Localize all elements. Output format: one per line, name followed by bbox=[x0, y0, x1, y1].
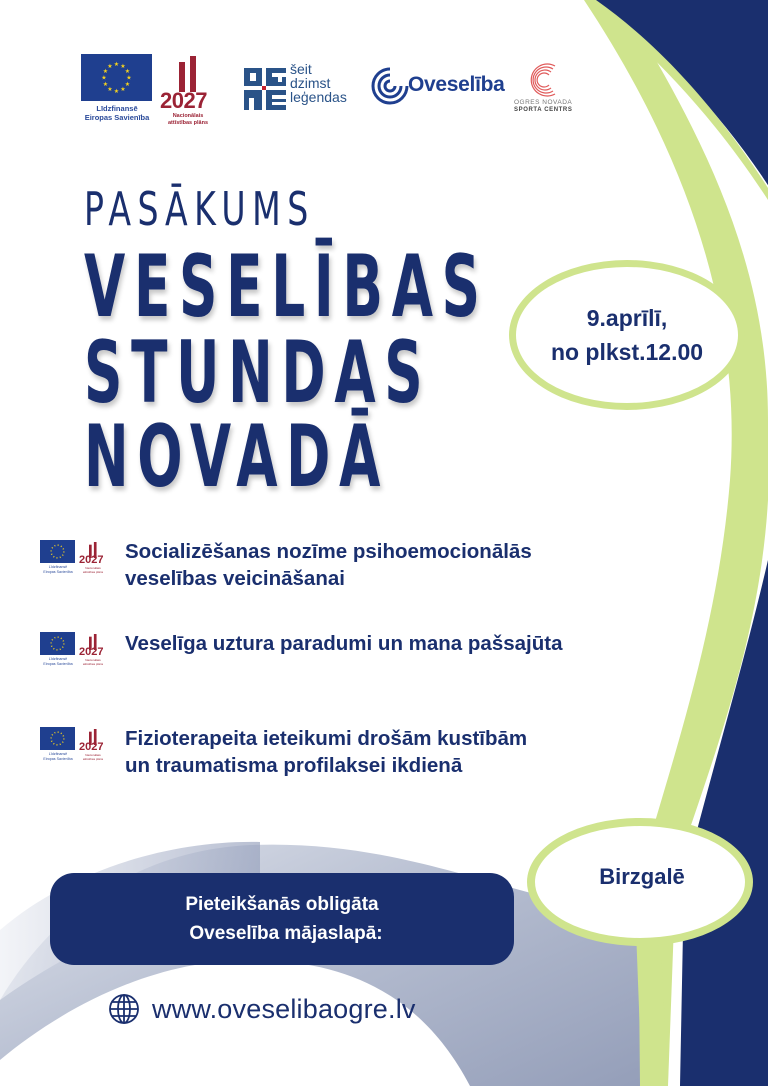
svg-text:★: ★ bbox=[107, 63, 113, 70]
date-day: 9.aprīlī, bbox=[586, 305, 668, 331]
svg-text:★: ★ bbox=[102, 81, 109, 88]
eu-stars-icon bbox=[81, 54, 152, 101]
oveseliba-logo-icon bbox=[370, 66, 410, 106]
date-time: no plkst.12.00 bbox=[550, 339, 704, 365]
event-title-line2: STUNDAS bbox=[84, 323, 432, 423]
event-eyebrow: PASĀKUMS bbox=[84, 182, 315, 236]
ogre-logo-icon bbox=[244, 68, 286, 110]
mini-eu-flag-icon bbox=[40, 632, 75, 655]
ogre-slogan: šeit dzimst leģendas bbox=[290, 61, 347, 105]
nap-year: 2027 bbox=[160, 88, 207, 113]
topic-text: Fizioterapeita ieteikumi drošām kustībām un traumatisma profilaksei ikdienā bbox=[125, 727, 528, 777]
event-title-line1: VESELĪBAS bbox=[84, 237, 489, 337]
topic-item bbox=[38, 727, 527, 779]
svg-text:★: ★ bbox=[113, 88, 120, 95]
topic-funding-logos: Līdzfinansē Eiropas Savienība 2027 Nacionālais attīstības plāns bbox=[38, 540, 118, 580]
topic-item bbox=[38, 632, 562, 672]
svg-text:★: ★ bbox=[124, 68, 131, 75]
svg-text:★: ★ bbox=[120, 63, 126, 70]
registration-line2: Oveselība mājaslapā: bbox=[189, 923, 383, 944]
globe-icon bbox=[108, 993, 140, 1025]
svg-text:★: ★ bbox=[124, 81, 131, 88]
mini-eu-flag-icon bbox=[40, 727, 75, 750]
sports-center-line1: OGRES NOVADA bbox=[514, 99, 573, 106]
svg-text:★: ★ bbox=[113, 61, 120, 68]
location-badge bbox=[527, 818, 753, 946]
mini-eu-flag-icon bbox=[40, 540, 75, 563]
sports-center-logo-icon bbox=[527, 60, 561, 100]
svg-text:★: ★ bbox=[120, 86, 126, 93]
registration-line1: Pieteikšanās obligāta bbox=[185, 894, 379, 915]
topic-item bbox=[38, 540, 532, 592]
svg-text:★: ★ bbox=[102, 68, 109, 75]
website-url[interactable]: www.oveselibaogre.lv bbox=[152, 993, 416, 1024]
date-badge bbox=[509, 260, 745, 410]
svg-text:★: ★ bbox=[101, 74, 107, 82]
svg-text:★: ★ bbox=[126, 74, 132, 82]
nap-bars-icon bbox=[178, 56, 198, 92]
sports-center-line2: SPORTA CENTRS bbox=[514, 107, 573, 113]
eu-flag-logo bbox=[81, 54, 152, 101]
topic-funding-logos: Līdzfinansē Eiropas Savienība 2027 Nacionālais attīstības plāns bbox=[38, 727, 118, 767]
registration-banner bbox=[50, 873, 514, 965]
location-name: Birzgalē bbox=[599, 864, 685, 889]
svg-text:★: ★ bbox=[107, 86, 113, 93]
event-title-line3: NOVADĀ bbox=[84, 407, 390, 507]
oveseliba-logo-text: Oveselība bbox=[408, 73, 505, 96]
topic-text: Veselīga uztura paradumi un mana pašsajūta bbox=[125, 632, 563, 655]
eu-caption: Līdzfinansē Eiropas Savienība bbox=[84, 104, 150, 122]
topic-funding-logos: Līdzfinansē Eiropas Savienība 2027 Nacionālais attīstības plāns bbox=[38, 632, 118, 672]
nap-caption: Nacionālais attīstības plāns bbox=[167, 113, 209, 126]
topic-text: Socializēšanas nozīme psihoemocionālās veselības veicināšanai bbox=[125, 540, 532, 590]
website-link[interactable] bbox=[108, 993, 416, 1025]
